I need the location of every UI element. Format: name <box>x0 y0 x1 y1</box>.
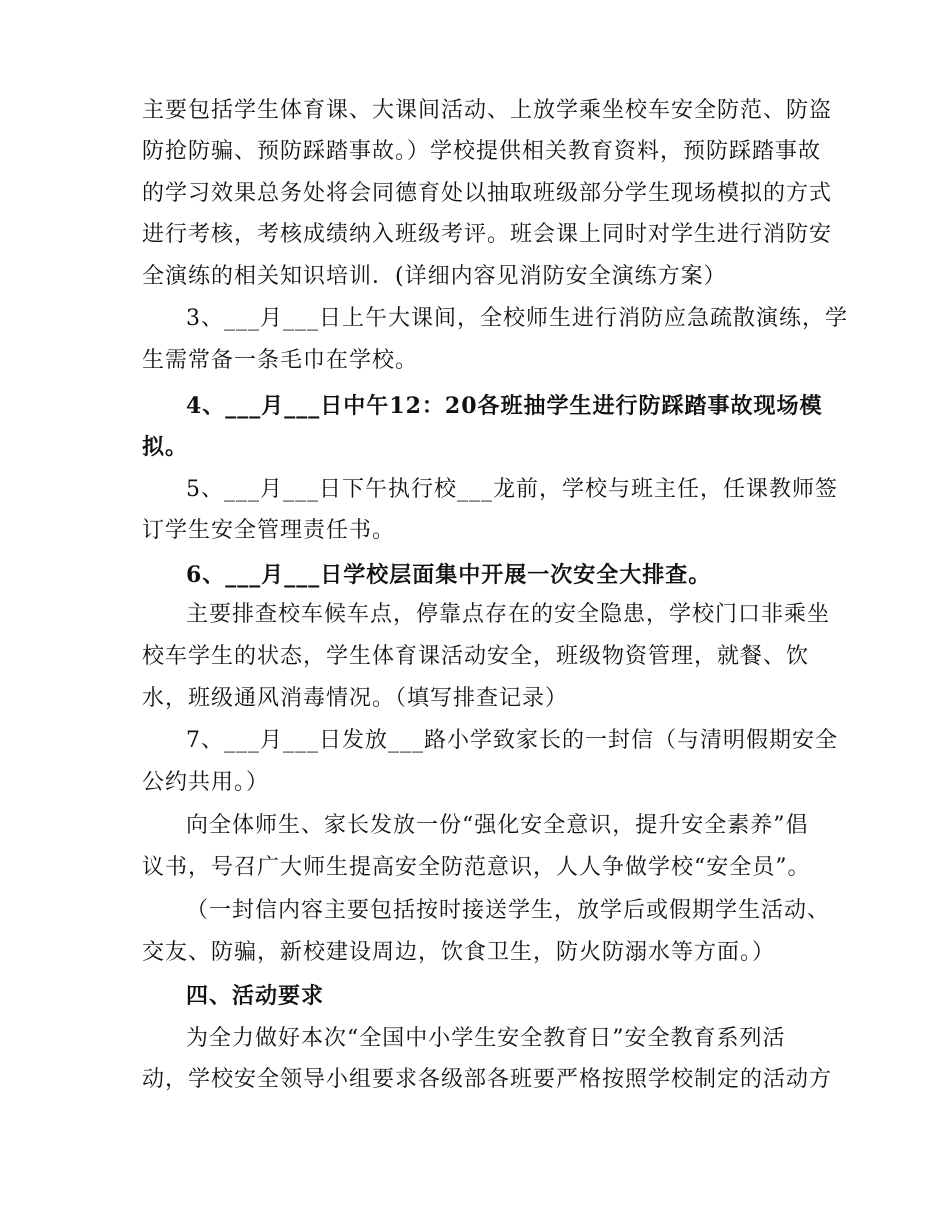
letter-content-line-2: 交友、防骗，新校建设周边，饮食卫生，防火防溺水等方面。） <box>142 940 776 965</box>
text-line-4: 进行考核，考核成绩纳入班级考评。班会课上同时对学生进行消防安 <box>142 222 833 247</box>
item-3-line-1: 3、___月___日上午大课间，全校师生进行消防应急疏散演练，学 <box>186 306 848 331</box>
text-line-3: 的学习效果总务处将会同德育处以抽取班级部分学生现场模拟的方式 <box>142 181 833 206</box>
inspection-line-3: 水，班级通风消毒情况。（填写排查记录） <box>142 686 569 711</box>
item-5-line-2: 订学生安全管理责任书。 <box>142 518 396 543</box>
item-6-heading: 6、___月___日学校层面集中开展一次安全大排查。 <box>186 562 712 588</box>
text-line-5: 全演练的相关知识培训．(详细内容见消防安全演练方案） <box>142 264 727 289</box>
requirements-line-2: 动，学校安全领导小组要求各级部各班要严格按照学校制定的活动方 <box>142 1067 833 1092</box>
proposal-line-2: 议书，号召广大师生提高安全防范意识，人人争做学校“安全员”。 <box>142 855 811 880</box>
section-heading-requirements: 四、活动要求 <box>186 983 325 1009</box>
item-3-line-2: 生需常备一条毛巾在学校。 <box>142 348 419 373</box>
text-line-1: 主要包括学生体育课、大课间活动、上放学乘坐校车安全防范、防盗 <box>142 98 833 123</box>
proposal-line-1: 向全体师生、家长发放一份“强化安全意识，提升安全素养”倡 <box>186 813 809 838</box>
item-7-line-2: 公约共用。） <box>142 770 270 795</box>
inspection-line-1: 主要排查校车候车点，停靠点存在的安全隐患，学校门口非乘坐 <box>186 602 831 627</box>
text-line-2: 防抢防骗、预防踩踏事故。）学校提供相关教育资料，预防踩踏事故 <box>142 139 822 164</box>
item-5-line-1: 5、___月___日下午执行校___龙前，学校与班主任，任课教师签 <box>186 477 838 502</box>
item-4-heading-line-2: 拟。 <box>142 434 189 460</box>
requirements-line-1: 为全力做好本次“全国中小学生安全教育日”安全教育系列活 <box>186 1026 786 1051</box>
item-4-heading-line-1: 4、___月___日中午12：20各班抽学生进行防踩踏事故现场模 <box>186 393 823 419</box>
letter-content-line-1: （一封信内容主要包括按时接送学生，放学后或假期学生活动、 <box>186 898 831 923</box>
item-7-line-1: 7、___月___日发放___路小学致家长的一封信（与清明假期安全 <box>186 728 838 753</box>
inspection-line-2: 校车学生的状态，学生体育课活动安全，班级物资管理，就餐、饮 <box>142 644 810 669</box>
